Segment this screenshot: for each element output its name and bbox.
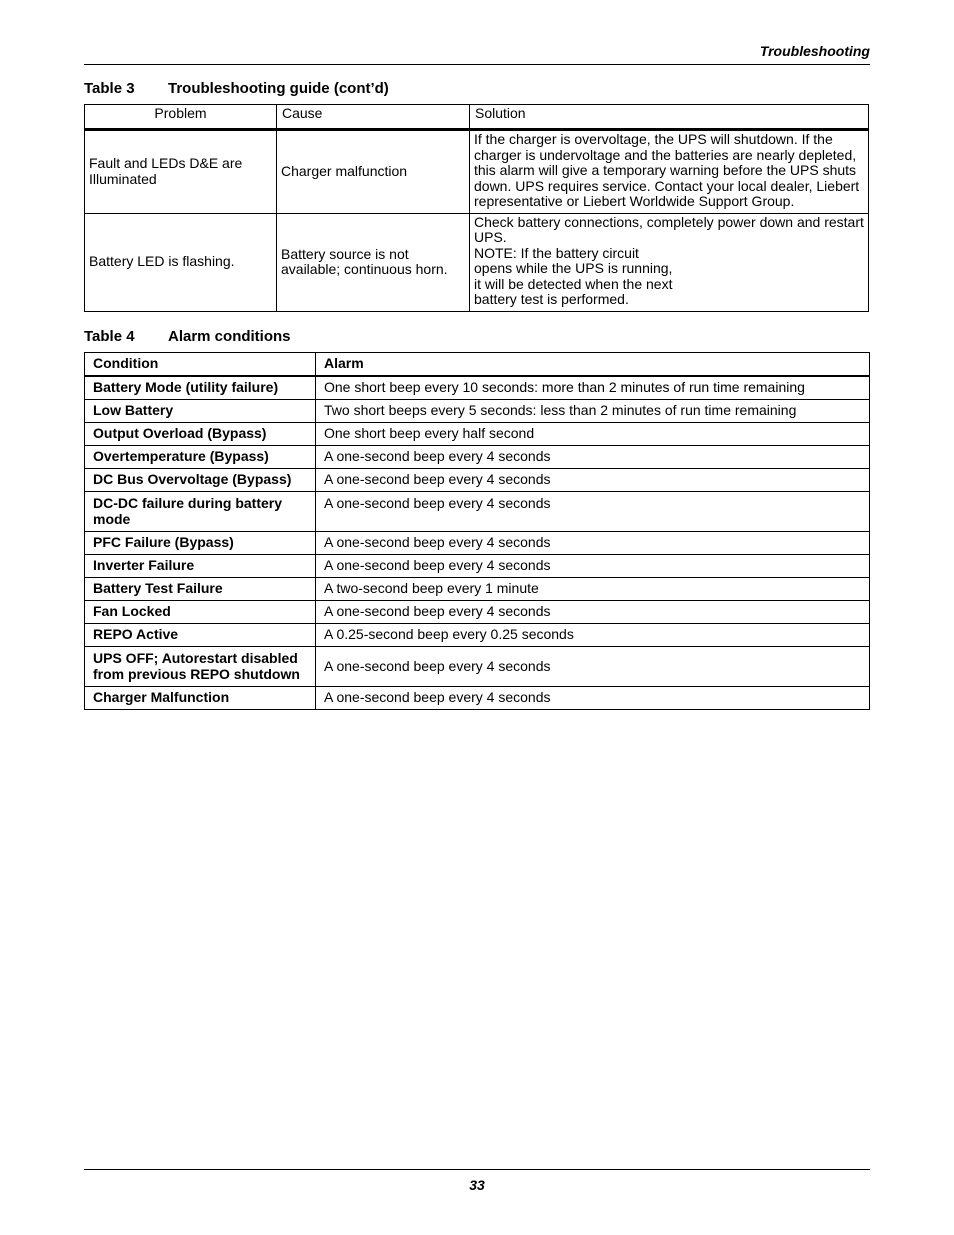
alarm-cell: A one-second beep every 4 seconds bbox=[316, 687, 870, 710]
condition-cell: Output Overload (Bypass) bbox=[85, 423, 316, 446]
table-row bbox=[85, 213, 869, 311]
table4-number: Table 4 bbox=[84, 328, 135, 345]
solution-line: opens while the UPS is running, bbox=[474, 260, 673, 276]
condition-cell: DC-DC failure during battery mode bbox=[85, 492, 316, 532]
table-row bbox=[85, 469, 870, 492]
cause-cell: Charger malfunction bbox=[277, 130, 470, 214]
condition-cell: Battery Test Failure bbox=[85, 578, 316, 601]
table-row bbox=[85, 647, 870, 687]
alarm-cell: A two-second beep every 1 minute bbox=[316, 578, 870, 601]
alarm-cell: A one-second beep every 4 seconds bbox=[316, 601, 870, 624]
page-number: 33 bbox=[469, 1177, 485, 1193]
table-row bbox=[85, 532, 870, 555]
table-header-row bbox=[85, 353, 870, 377]
problem-cell: Fault and LEDs D&E are Illuminated bbox=[85, 130, 277, 214]
column-header-cause: Cause bbox=[277, 105, 470, 130]
table-row bbox=[85, 624, 870, 647]
condition-cell: Battery Mode (utility failure) bbox=[85, 376, 316, 400]
problem-cell: Battery LED is flashing. bbox=[85, 213, 277, 311]
alarm-cell: One short beep every half second bbox=[316, 423, 870, 446]
alarm-cell: Two short beeps every 5 seconds: less than 2 minutes of run time remaining bbox=[316, 400, 870, 423]
table-header-row bbox=[85, 105, 869, 130]
solution-cell bbox=[470, 130, 869, 214]
column-header-problem: Problem bbox=[85, 105, 277, 130]
alarm-cell: A one-second beep every 4 seconds bbox=[316, 647, 870, 687]
condition-cell: PFC Failure (Bypass) bbox=[85, 532, 316, 555]
solution-line: If the charger is overvoltage, the UPS will shutdown. If the charger is undervoltage and the batteries are nearly depleted, this alarm will give a temporary warning before the UPS shuts down. UPS requires service. Contact your local dealer, Liebert representative or Liebert Worldwide Support Group. bbox=[474, 131, 860, 209]
solution-line: NOTE: If the battery circuit bbox=[474, 244, 639, 261]
table-row bbox=[85, 578, 870, 601]
table-row bbox=[85, 400, 870, 423]
table4-caption bbox=[84, 328, 291, 345]
table4-title: Alarm conditions bbox=[168, 328, 291, 345]
alarm-cell: A one-second beep every 4 seconds bbox=[316, 492, 870, 532]
condition-cell: REPO Active bbox=[85, 624, 316, 647]
table3-caption bbox=[84, 80, 389, 97]
condition-cell: Overtemperature (Bypass) bbox=[85, 446, 316, 469]
column-header-condition: Condition bbox=[85, 353, 316, 377]
table-row bbox=[85, 555, 870, 578]
solution-line: battery test is performed. bbox=[474, 291, 629, 307]
alarm-cell: A one-second beep every 4 seconds bbox=[316, 469, 870, 492]
column-header-alarm: Alarm bbox=[316, 353, 870, 377]
condition-cell: Low Battery bbox=[85, 400, 316, 423]
table-row bbox=[85, 130, 869, 214]
table-row bbox=[85, 687, 870, 710]
table3-title: Troubleshooting guide (cont’d) bbox=[168, 80, 389, 97]
alarm-conditions-table bbox=[84, 352, 870, 710]
footer-rule bbox=[84, 1169, 870, 1170]
table-row bbox=[85, 601, 870, 624]
condition-cell: Fan Locked bbox=[85, 601, 316, 624]
condition-cell: DC Bus Overvoltage (Bypass) bbox=[85, 469, 316, 492]
condition-cell: UPS OFF; Autorestart disabled from previous REPO shutdown bbox=[85, 647, 316, 687]
troubleshooting-table bbox=[84, 104, 869, 312]
running-header: Troubleshooting bbox=[759, 43, 870, 59]
alarm-cell: A 0.25-second beep every 0.25 seconds bbox=[316, 624, 870, 647]
alarm-cell: A one-second beep every 4 seconds bbox=[316, 555, 870, 578]
solution-line: it will be detected when the next bbox=[474, 275, 673, 292]
column-header-solution: Solution bbox=[470, 105, 869, 130]
table-row bbox=[85, 423, 870, 446]
header-rule bbox=[84, 64, 870, 65]
table-row bbox=[85, 492, 870, 532]
condition-cell: Inverter Failure bbox=[85, 555, 316, 578]
alarm-cell: A one-second beep every 4 seconds bbox=[316, 446, 870, 469]
table-row bbox=[85, 446, 870, 469]
condition-cell: Charger Malfunction bbox=[85, 687, 316, 710]
solution-line: Check battery connections, completely power down and restart UPS. bbox=[474, 213, 864, 245]
table-row bbox=[85, 376, 870, 400]
cause-cell: Battery source is not available; continuous horn. bbox=[277, 213, 470, 311]
alarm-cell: One short beep every 10 seconds: more than 2 minutes of run time remaining bbox=[316, 376, 870, 400]
solution-cell bbox=[470, 213, 869, 311]
table3-number: Table 3 bbox=[84, 80, 135, 97]
alarm-cell: A one-second beep every 4 seconds bbox=[316, 532, 870, 555]
